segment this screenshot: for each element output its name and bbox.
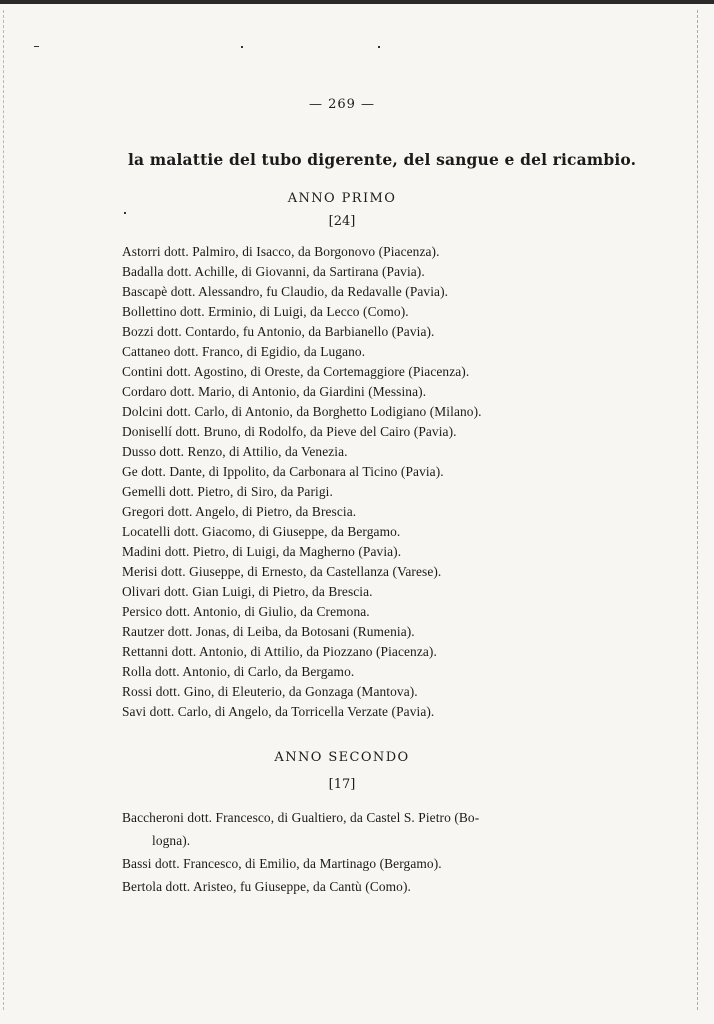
- list-item: Ge dott. Dante, di Ippolito, da Carbonara al Ticino (Pavia).: [122, 464, 444, 479]
- year-two-heading: ANNO SECONDO: [274, 750, 410, 765]
- page-number: — 269 —: [308, 97, 376, 112]
- year-one-heading: ANNO PRIMO: [287, 191, 397, 206]
- scan-left-edge: [3, 10, 4, 1010]
- list-item: Dolcini dott. Carlo, di Antonio, da Borghetto Lodigiano (Milano).: [122, 404, 482, 419]
- list-item: Contini dott. Agostino, di Oreste, da Cortemaggiore (Piacenza).: [122, 364, 470, 379]
- list-item: Rossi dott. Gino, di Eleuterio, da Gonzaga (Mantova).: [122, 684, 418, 699]
- list-item: Cordaro dott. Mario, di Antonio, da Giardini (Messina).: [122, 384, 427, 399]
- year-two-count: [17]: [328, 777, 356, 792]
- entry-continuation: logna).: [152, 833, 191, 848]
- list-item: Persico dott. Antonio, di Giulio, da Cremona.: [122, 604, 370, 619]
- scan-speck: [241, 46, 243, 48]
- list-item: Badalla dott. Achille, di Giovanni, da Sartirana (Pavia).: [122, 264, 425, 279]
- list-item: Olivari dott. Gian Luigi, di Pietro, da Brescia.: [122, 584, 373, 599]
- list-item: [122, 806, 479, 852]
- scan-speck: [378, 46, 380, 48]
- list-item: Bollettino dott. Erminio, di Luigi, da Lecco (Como).: [122, 304, 409, 319]
- list-item: Savi dott. Carlo, di Angelo, da Torricella Verzate (Pavia).: [122, 704, 435, 719]
- scan-top-border: [0, 0, 714, 4]
- list-item: Gregori dott. Angelo, di Pietro, da Brescia.: [122, 504, 357, 519]
- list-item: Bassi dott. Francesco, di Emilio, da Martinago (Bergamo).: [122, 856, 442, 871]
- list-item: Dusso dott. Renzo, di Attilio, da Venezia.: [122, 444, 348, 459]
- list-item: Bozzi dott. Contardo, fu Antonio, da Barbianello (Pavia).: [122, 324, 435, 339]
- year-one-entry-list: [122, 242, 482, 722]
- list-item: Merisi dott. Giuseppe, di Ernesto, da Castellanza (Varese).: [122, 564, 442, 579]
- list-item: Bascapè dott. Alessandro, fu Claudio, da Redavalle (Pavia).: [122, 284, 449, 299]
- section-title: la malattie del tubo digerente, del sangue e del ricambio.: [128, 150, 637, 169]
- list-item: Locatelli dott. Giacomo, di Giuseppe, da Bergamo.: [122, 524, 401, 539]
- year-two-entry-list: [122, 806, 479, 898]
- list-item: Gemelli dott. Pietro, di Siro, da Parigi.: [122, 484, 333, 499]
- list-item: Rautzer dott. Jonas, di Leiba, da Botosani (Rumenia).: [122, 624, 415, 639]
- list-item: Madini dott. Pietro, di Luigi, da Magherno (Pavia).: [122, 544, 402, 559]
- list-item: Donisellí dott. Bruno, di Rodolfo, da Pieve del Cairo (Pavia).: [122, 424, 457, 439]
- year-one-count: [24]: [328, 214, 356, 229]
- entry-first-line: Baccheroni dott. Francesco, di Gualtiero, da Castel S. Pietro (Bo-: [122, 810, 480, 825]
- scan-right-edge: [697, 10, 698, 1010]
- list-item: Rolla dott. Antonio, di Carlo, da Bergamo.: [122, 664, 355, 679]
- list-item: Cattaneo dott. Franco, di Egidio, da Lugano.: [122, 344, 366, 359]
- scan-speck: [34, 46, 39, 47]
- list-item: Rettanni dott. Antonio, di Attilio, da Piozzano (Piacenza).: [122, 644, 437, 659]
- list-item: Astorri dott. Palmiro, di Isacco, da Borgonovo (Piacenza).: [122, 244, 440, 259]
- list-item: Bertola dott. Aristeo, fu Giuseppe, da Cantù (Como).: [122, 879, 411, 894]
